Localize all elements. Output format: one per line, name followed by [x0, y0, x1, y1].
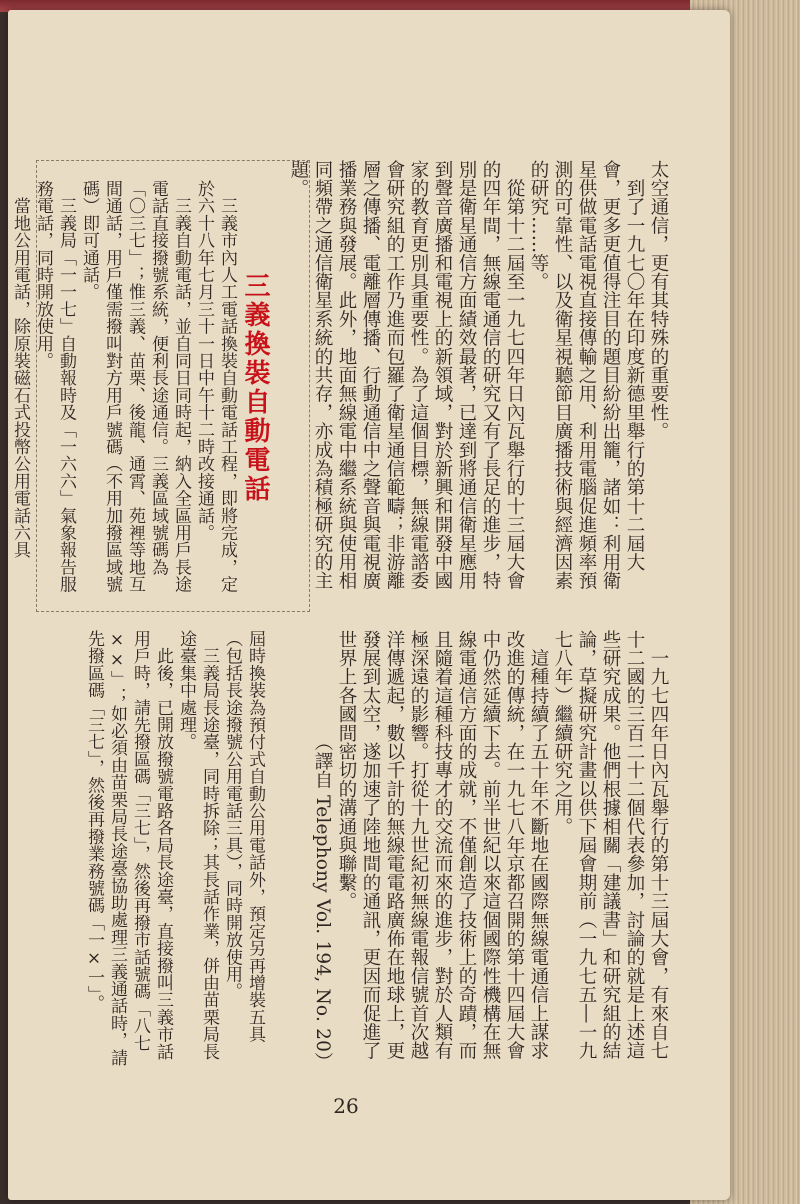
article-text-lower: 一九七四年日內瓦舉行的第十三屆大會，有來自七十二國的三百二十二個代表參加，討論的就是上述這些研究成果。他們根據相關「建議書」和研究組的結論，草擬研究計畫以供下屆會期前（一九七五―一九七八年）繼續研究之用。 這種持續了五十年不斷地在國際無線電通信上謀求改進的傳統，在一九七八年京都召開的第十四屆大會中仍然延續下去。前半世紀以來這個國際性機構在無線電通信方面的成就，不僅創造了技術上的奇蹟，而且隨着這種科技專才的交流而來的進步，對於人類有極深遠的影響。打從十九世紀初無線電報信號首次越洋傳遞起，數以千計的無線電電路廣佈在地球上，更發展到太空，遂加速了陸地間的通訊，更因而促進了世界上各國間密切的溝通與聯繫。 （譯自 Telephony Vol. 194, No. 20） [312, 630, 669, 1071]
notice-body: 三義市內人工電話換裝自動電話工程，即將完成，定於六十八年七月三十一日中午十二時改接通話。 三義自動電話，並自同日同時起，納入全區用戶長途電話直接撥號系統，便利長途通信。三義區域號碼為「〇三七」；惟三義、苗栗、後龍、通霄、苑裡等地互間通話，用戶僅需撥叫對方用戶號碼（不用加撥區域號碼）即可通話。 三義局「一一七」自動報時及「一六六」氣象報告服務電話，同時開放使用。 當地公用電話，除原裝磁石式投幣公用電話六具 [10, 180, 237, 593]
notice-continued: 屆時換裝為預付式自動公用電話外，預定另再增裝五具（包括長途撥號公用電話三具），同時開放使用。 三義局長途臺，同時拆除；其長話作業，併由苗栗局長途臺集中處理。 此後，已開放撥號電路各局長途臺，直接撥叫三義市話用戶時，請先撥區碼「三七」，然後再撥市話號碼「八七××」；如必須由苗栗局長途臺協助處理三義通話時，請先撥區碼「三七」，然後再撥業務號碼「一×一」。 [84, 630, 265, 1066]
notice-title: 三義換裝自動電話 [240, 272, 270, 504]
article-text-upper: 太空通信，更有其特殊的重要性。 到了一九七〇年在印度新德里舉行的第十二屆大會，更多更值得注目的題目紛紛出籠，諸如：利用衛星供做電話電視直接傳輸之用、利用電腦促進頻率預測的可靠性、以及衛星視聽節目廣播技術與經濟因素的研究……等。 從第十二屆至一九七四年日內瓦舉行的十三屆大會的四年間，無線電通信的研究又有了長足的進步，特別是衛星通信方面績效最著，已達到將通信衛星應用到聲音廣播和電視上的新領域，對於新興和開發中國家的教育更別具重要性。為了這個目標，無線電諮委會研究組的工作乃進而包羅了衛星通信範疇；非游離層之傳播、電離層傳播、行動通信中之聲音與電視廣播業務與發展。此外，地面無線電中繼系統與使用相同頻帶之通信衛星系統的共存，亦成為積極研究的主題。 [288, 160, 669, 591]
page-number: 26 [333, 1094, 359, 1118]
